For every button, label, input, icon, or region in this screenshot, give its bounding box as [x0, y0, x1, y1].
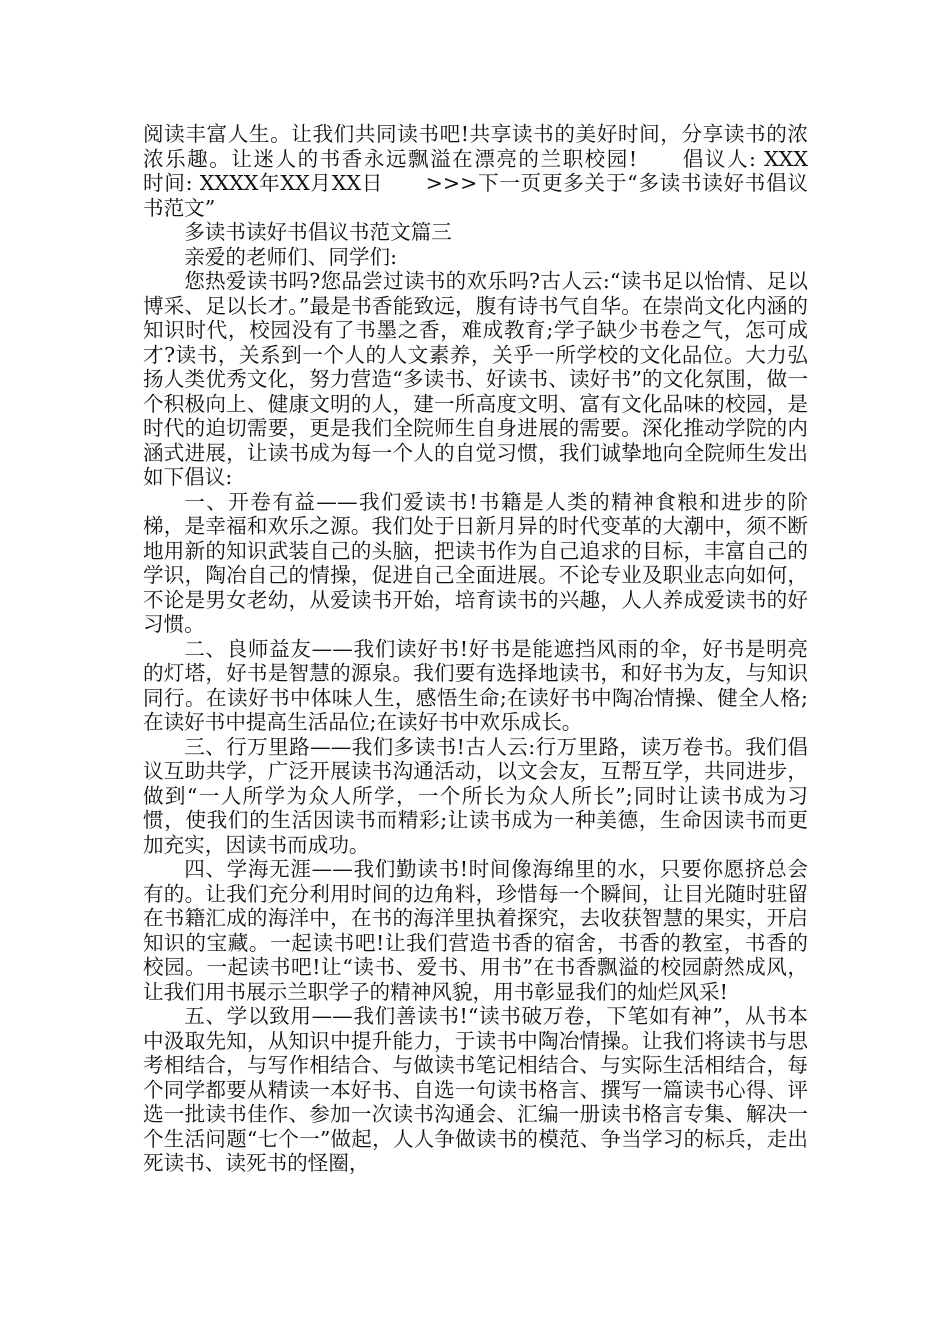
body-paragraph: 您热爱读书吗?您品尝过读书的欢乐吗?古人云:“读书足以怡情、足以博采、足以长才。”最是书香能致远，腹有诗书气自华。在崇尚文化内涵的知识时代，校园没有了书墨之香，难成教育;学子缺少书卷之气，怎可成才?读书，关系到一个人的人文素养，关乎一所学校的文化品位。大力弘扬人类优秀文化，努力营造“多读书、好读书、读好书”的文化氛围，做一个积极向上、健康文明的人，建一所高度文明、富有文化品味的校园，是时代的迫切需要，更是我们全院师生自身进展的需要。深化推动学院的内涵式进展，让读书成为每一个人的自觉习惯，我们诚挚地向全院师生发出如下倡议:	[143, 269, 808, 489]
section-title: 多读书读好书倡议书范文篇三	[184, 220, 452, 244]
salutation: 亲爱的老师们、同学们:	[184, 244, 398, 269]
body-paragraph: 五、学以致用——我们善读书!“读书破万卷，下笔如有神”，从书本中汲取先知，从知识中提升能力，于读书中陶冶情操。让我们将读书与思考相结合，与写作相结合、与做读书笔记相结合、与实际生活相结合，每个同学都要从精读一本好书、自选一句读书格言、撰写一篇读书心得、评选一批读书佳作、参加一次读书沟通会、汇编一册读书格言专集、解决一个生活问题“七个一”做起，人人争做读书的模范、争当学习的标兵，走出死读书、读死书的怪圈，	[143, 1004, 808, 1175]
body-paragraph: 三、行万里路——我们多读书!古人云:行万里路，读万卷书。我们倡议互助共学，广泛开展读书沟通活动，以文会友，互帮互学，共同进步，做到“一人所学为众人所学，一个所长为众人所长”;同时让读书成为习惯，使我们的生活因读书而精彩;让读书成为一种美德，生命因读书而更加充实，因读书而成功。	[143, 734, 808, 857]
intro-paragraph: 阅读丰富人生。让我们共同读书吧!共享读书的美好时间，分享读书的浓浓乐趣。让迷人的书香永远飘溢在漂亮的兰职校园! 倡议人: XXX 时间: XXXX年XX月XX日 >>>下一页更多关于“多读书读好书倡议书范文”	[143, 122, 850, 220]
document-page	[143, 122, 850, 1176]
body-paragraph: 二、良师益友——我们读好书!好书是能遮挡风雨的伞，好书是明亮的灯塔，好书是智慧的源泉。我们要有选择地读书，和好书为友，与知识同行。在读好书中体味人生，感悟生命;在读好书中陶冶情操、健全人格;在读好书中提高生活品位;在读好书中欢乐成长。	[143, 636, 808, 734]
body-paragraph: 四、学海无涯——我们勤读书!时间像海绵里的水，只要你愿挤总会有的。让我们充分利用时间的边角料，珍惜每一个瞬间，让目光随时驻留在书籍汇成的海洋中，在书的海洋里执着探究，去收获智慧的果实，开启知识的宝藏。一起读书吧!让我们营造书香的宿舍，书香的教室，书香的校园。一起读书吧!让“读书、爱书、用书”在书香飘溢的校园蔚然成风，让我们用书展示兰职学子的精神风貌，用书彰显我们的灿烂风采!	[143, 857, 808, 1004]
body-paragraph: 一、开卷有益——我们爱读书!书籍是人类的精神食粮和进步的阶梯，是幸福和欢乐之源。我们处于日新月异的时代变革的大潮中，须不断地用新的知识武装自己的头脑，把读书作为自己追求的目标，丰富自己的学识，陶冶自己的情操，促进自己全面进展。不论专业及职业志向如何，不论是男女老幼，从爱读书开始，培育读书的兴趣，人人养成爱读书的好习惯。	[143, 489, 808, 636]
